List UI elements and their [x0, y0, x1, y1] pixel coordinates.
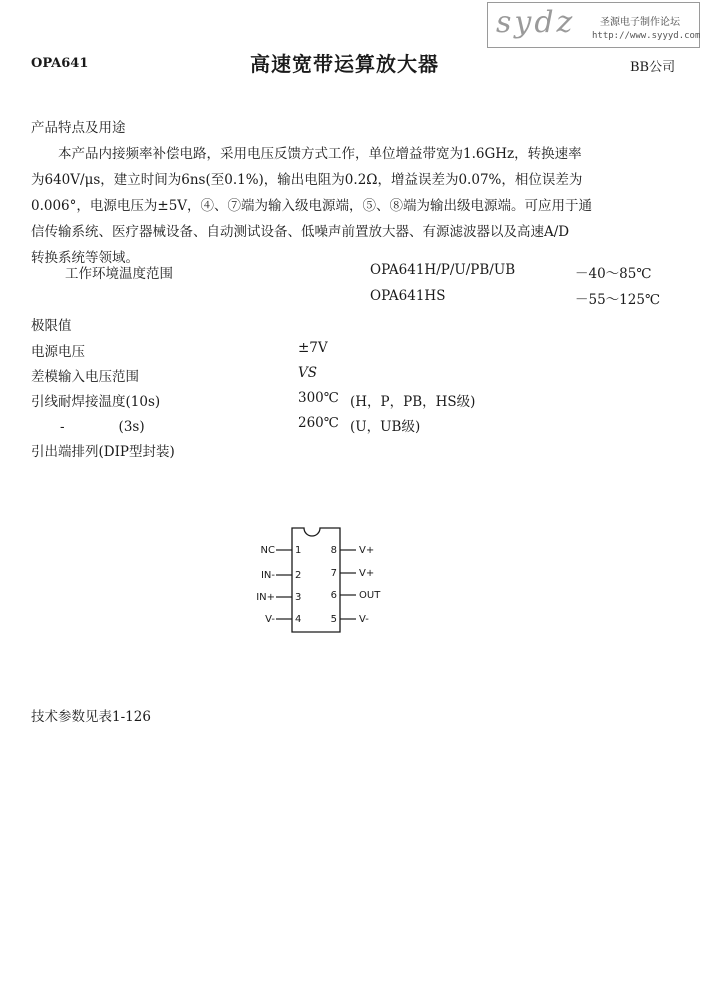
- temperature-range-2: －55～125℃: [575, 292, 661, 308]
- limits-heading: 极限值: [31, 318, 72, 334]
- watermark-logo: [487, 2, 700, 48]
- limit-note-3: (H，P，PB，HS级): [350, 394, 476, 410]
- features-line-2: 为640V/μs，建立时间为6ns(至0.1%)，输出电阻为0.2Ω，增益误差为0.07%，相位误差为: [31, 172, 583, 188]
- limit-name-1: 电源电压: [31, 344, 85, 360]
- pin-number-5: 5: [330, 614, 337, 625]
- pin-number-3: 3: [295, 592, 302, 603]
- pin-label-2: IN-: [260, 570, 275, 581]
- temperature-range-1: －40～85℃: [575, 266, 652, 282]
- watermark-url: http://www.syyyd.com: [592, 31, 701, 41]
- limit-value-3: 300℃: [298, 390, 339, 406]
- pin-label-1: NC: [260, 545, 275, 556]
- temperature-part-2: OPA641HS: [370, 288, 446, 304]
- pin-label-5: V-: [359, 614, 369, 625]
- dip-package-diagram: [240, 522, 410, 642]
- pin-label-7: V+: [359, 568, 375, 579]
- features-heading: 产品特点及用途: [31, 120, 126, 136]
- footer-note: 技术参数见表1-126: [31, 709, 151, 725]
- pin-label-8: V+: [359, 545, 375, 556]
- features-line-4: 信传输系统、医疗器械设备、自动测试设备、低噪声前置放大器、有源滤波器以及高速A/D: [31, 224, 570, 240]
- limit-value-4: 260℃: [298, 415, 339, 431]
- pin-number-4: 4: [295, 614, 302, 625]
- limit-note-4: (U，UB级): [350, 419, 421, 435]
- limit-value-2: VS: [298, 365, 317, 381]
- limit-name-3: 引线耐焊接温度(10s): [31, 394, 161, 410]
- features-line-1: 本产品内接频率补偿电路，采用电压反馈方式工作，单位增益带宽为1.6GHz，转换速率: [58, 146, 582, 162]
- watermark-mark: sydz: [496, 5, 576, 40]
- limit-name-4: - (3s): [60, 419, 145, 435]
- pin-label-4: V-: [265, 614, 275, 625]
- features-line-5: 转换系统等领域。: [31, 250, 139, 266]
- features-line-3: 0.006°，电源电压为±5V，④、⑦端为输入级电源端，⑤、⑧端为输出级电源端。可应用于通: [31, 198, 593, 214]
- limit-name-2: 差模输入电压范围: [31, 369, 139, 385]
- pin-number-6: 6: [330, 590, 337, 601]
- limit-value-1: ±7V: [298, 340, 328, 356]
- watermark-forum-name: 圣源电子制作论坛: [600, 17, 680, 28]
- company-name: BB公司: [630, 60, 676, 75]
- pin-number-7: 7: [330, 568, 337, 579]
- model-number: OPA641: [31, 56, 89, 71]
- temperature-label: 工作环境温度范围: [65, 266, 173, 282]
- pin-label-3: IN+: [256, 592, 275, 603]
- pinout-heading: 引出端排列(DIP型封装): [31, 444, 175, 460]
- pin-number-1: 1: [295, 545, 302, 556]
- features-section: [31, 115, 693, 271]
- pin-label-6: OUT: [359, 590, 381, 601]
- pin-number-2: 2: [295, 570, 302, 581]
- temperature-part-1: OPA641H/P/U/PB/UB: [370, 262, 516, 278]
- page-title: 高速宽带运算放大器: [250, 52, 439, 76]
- pin-number-8: 8: [330, 545, 337, 556]
